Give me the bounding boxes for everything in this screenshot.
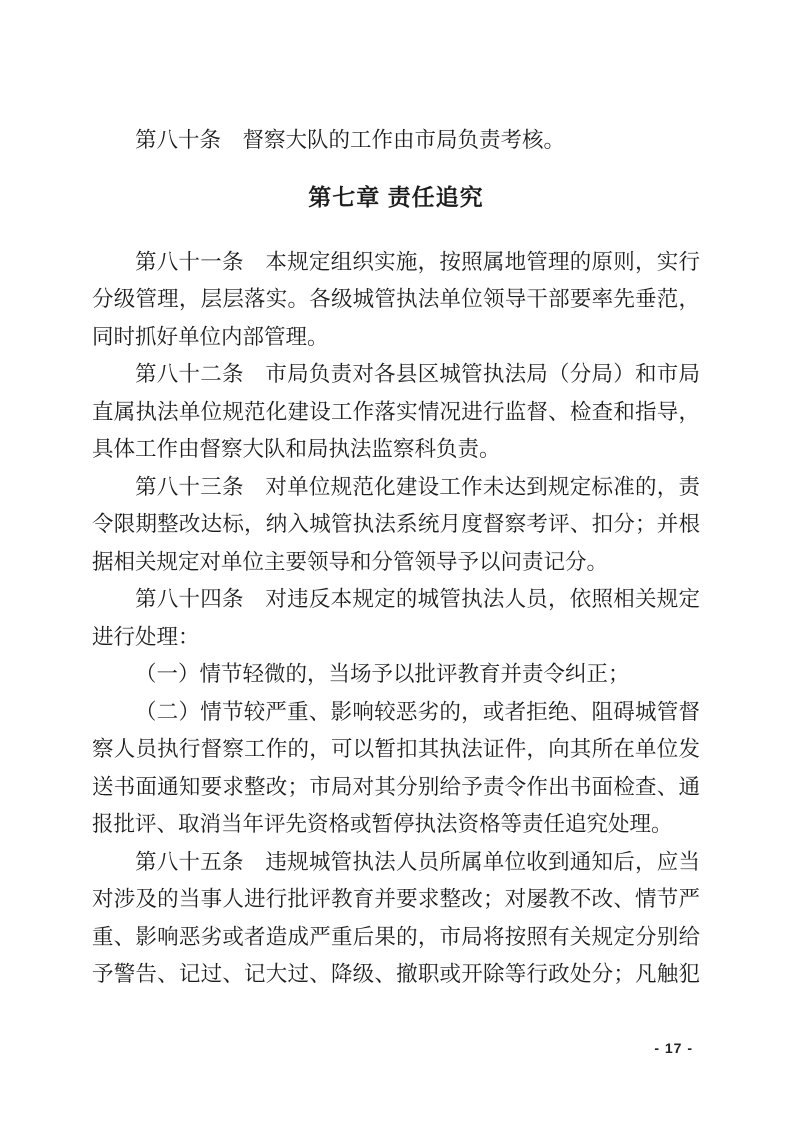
text-line: 进行处理：: [92, 624, 200, 649]
text-line: 分级管理，层层落实。各级城管执法单位领导干部要率先垂范，: [92, 287, 700, 311]
text-line: 第八十一条 本规定组织实施，按照属地管理的原则，实行: [135, 249, 700, 274]
paragraph: [92, 581, 700, 656]
text-line: 第八十条 督察大队的工作由市局负责考核。: [135, 128, 566, 152]
chapter-heading: 第七章 责任追究: [308, 183, 484, 210]
document-body: [92, 122, 700, 994]
text-line: 同时抓好单位内部管理。: [92, 324, 329, 349]
text-line: 报批评、取消当年评先资格或暂停执法资格等责任追究处理。: [92, 812, 673, 836]
paragraph: [92, 469, 700, 582]
text-line: 直属执法单位规范化建设工作落实情况进行监督、检查和指导，: [92, 399, 700, 424]
text-line: （一）情节轻微的，当场予以批评教育并责令纠正；: [135, 662, 630, 686]
text-line: 第八十三条 对单位规范化建设工作未达到规定标准的，责: [135, 474, 700, 499]
text-line: 具体工作由督察大队和局执法监察科负责。: [92, 437, 501, 461]
paragraph: [92, 122, 700, 160]
paragraph: [92, 244, 700, 357]
text-line: 令限期整改达标，纳入城管执法系统月度督察考评、扣分；并根: [92, 512, 700, 536]
text-line: 送书面通知要求整改；市局对其分别给予责令作出书面检查、通: [92, 774, 700, 799]
paragraph: [92, 694, 700, 844]
text-line: 予警告、记过、记大过、降级、撤职或开除等行政处分；凡触犯: [92, 962, 700, 986]
text-line: 重、影响恶劣或者造成严重后果的，市局将按照有关规定分别给: [92, 924, 700, 949]
text-line: （二）情节较严重、影响较恶劣的，或者拒绝、阻碍城管督: [135, 699, 700, 724]
text-line: 察人员执行督察工作的，可以暂扣其执法证件，向其所在单位发: [92, 737, 700, 761]
text-line: 第八十二条 市局负责对各县区城管执法局（分局）和市局: [135, 362, 700, 386]
paragraph: [92, 844, 700, 994]
page-number: - 17 -: [654, 1040, 693, 1056]
paragraph: [92, 356, 700, 469]
text-line: 对涉及的当事人进行批评教育并要求整改；对屡教不改、情节严: [92, 887, 700, 911]
paragraph: [92, 656, 700, 694]
text-line: 第八十四条 对违反本规定的城管执法人员，依照相关规定: [135, 587, 700, 611]
text-line: 第八十五条 违规城管执法人员所属单位收到通知后，应当: [135, 849, 700, 874]
text-line: 据相关规定对单位主要领导和分管领导予以问责记分。: [92, 549, 609, 574]
